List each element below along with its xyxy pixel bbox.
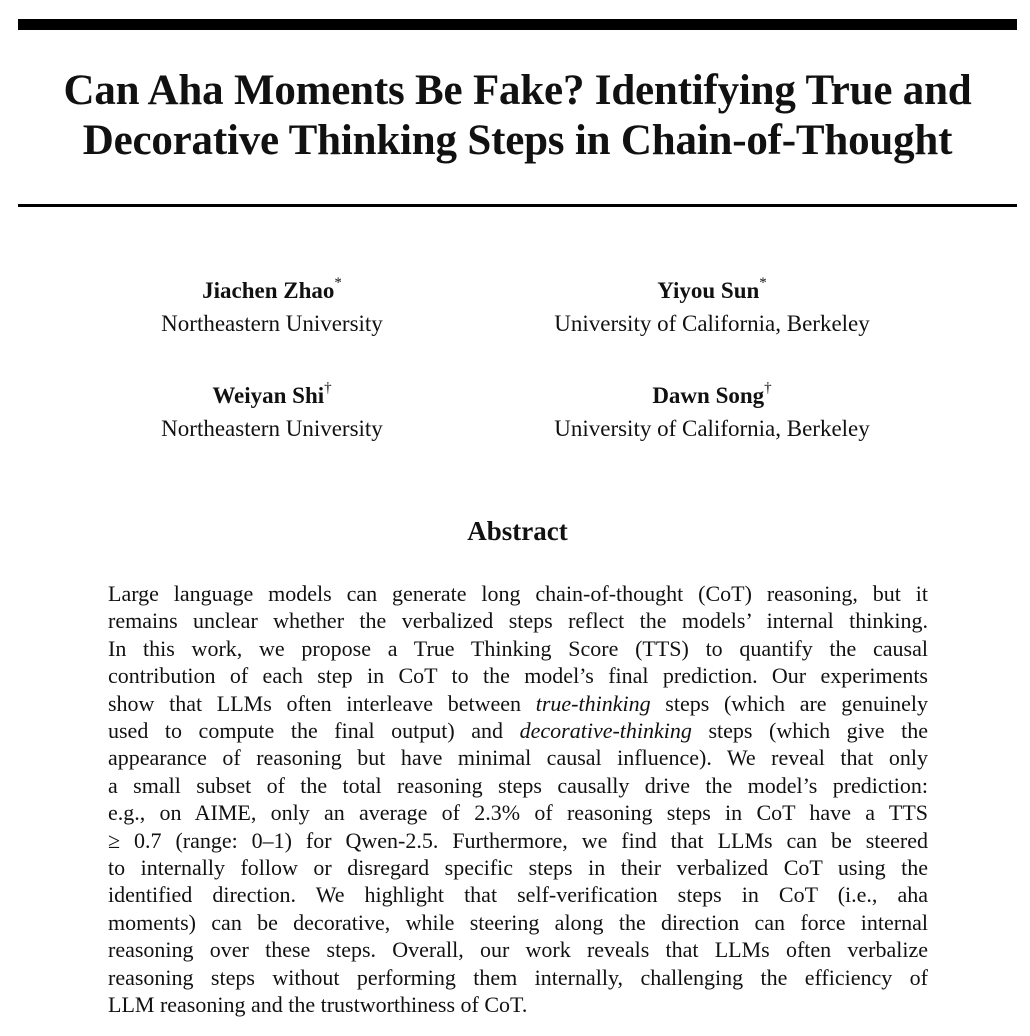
abstract-line [108, 607, 928, 634]
abstract-line [108, 690, 928, 717]
author-block-1 [62, 274, 482, 340]
abstract-text: e.g., on AIME, only an average of 2.3% of reasoning steps in CoT have a TTS [108, 800, 928, 826]
abstract-text: to internally follow or disregard specific steps in their verbalized CoT using the [108, 855, 928, 881]
abstract-text: appearance of reasoning but have minimal causal influence). We reveal that only [108, 745, 928, 771]
abstract-text: show that LLMs often interleave between [108, 690, 536, 716]
author-name [62, 274, 482, 307]
abstract-text: reasoning steps without performing them internally, challenging the efficiency of [108, 964, 928, 990]
author-name-text: Jiachen Zhao [202, 278, 335, 303]
author-block-2 [502, 274, 922, 340]
abstract-text: LLM reasoning and the trustworthiness of CoT. [108, 992, 528, 1018]
abstract-line [108, 662, 928, 689]
paper-title [18, 66, 1017, 166]
author-affiliation: Northeastern University [161, 416, 383, 441]
abstract-text: In this work, we propose a True Thinking Score (TTS) to quantify the causal [108, 635, 928, 661]
abstract-body [108, 580, 928, 1019]
abstract-line [108, 964, 928, 991]
abstract-text: Large language models can generate long chain-of-thought (CoT) reasoning, but it [108, 581, 928, 606]
abstract-emphasis: true-thinking [535, 690, 651, 716]
abstract-text: steps (which are genuinely [650, 690, 928, 716]
abstract-emphasis: decorative-thinking [519, 718, 692, 744]
abstract-line [108, 827, 928, 854]
author-name-text: Yiyou Sun [657, 278, 760, 303]
author-mark: † [764, 380, 772, 397]
top-rule [18, 19, 1017, 30]
abstract-text: moments) can be decorative, while steering along the direction can force internal [108, 909, 928, 935]
author-name-text: Dawn Song [652, 383, 765, 408]
abstract-text: identified direction. We highlight that self-verification steps in CoT (i.e., aha [108, 882, 928, 908]
abstract-line [108, 854, 928, 881]
author-mark: * [334, 275, 342, 292]
author-name [502, 274, 922, 307]
abstract-text: ≥ 0.7 (range: 0–1) for Qwen-2.5. Furthermore, we find that LLMs can be steered [108, 827, 928, 853]
abstract-text: remains unclear whether the verbalized steps reflect the models’ internal thinking. [108, 608, 928, 634]
author-mark: † [324, 380, 332, 397]
abstract-line [108, 799, 928, 826]
author-name-text: Weiyan Shi [212, 383, 325, 408]
abstract-line [108, 717, 928, 744]
abstract-text: steps (which give the [691, 718, 928, 744]
title-bottom-rule [18, 204, 1017, 207]
abstract-line [108, 580, 928, 607]
abstract-line [108, 635, 928, 662]
author-name [502, 379, 922, 412]
abstract-text: used to compute the final output) and [108, 718, 520, 744]
abstract-line [108, 744, 928, 771]
abstract-line [108, 991, 928, 1018]
abstract-text: contribution of each step in CoT to the model’s final prediction. Our experiments [108, 663, 928, 689]
abstract-line [108, 881, 928, 908]
author-affiliation: Northeastern University [161, 311, 383, 336]
author-name [62, 379, 482, 412]
abstract-heading: Abstract [467, 516, 568, 546]
author-block-3 [62, 379, 482, 445]
author-block-4 [502, 379, 922, 445]
abstract-text: reasoning over these steps. Overall, our work reveals that LLMs often verbalize [108, 937, 928, 963]
abstract-line [108, 909, 928, 936]
title-line-1: Can Aha Moments Be Fake? Identifying True and [63, 67, 972, 114]
title-line-2: Decorative Thinking Steps in Chain-of-Thought [82, 117, 953, 164]
abstract-line [108, 936, 928, 963]
author-mark: * [759, 275, 767, 292]
author-affiliation: University of California, Berkeley [554, 416, 870, 441]
author-affiliation: University of California, Berkeley [554, 311, 870, 336]
abstract-text: a small subset of the total reasoning steps causally drive the model’s prediction: [108, 772, 928, 798]
abstract-line [108, 772, 928, 799]
